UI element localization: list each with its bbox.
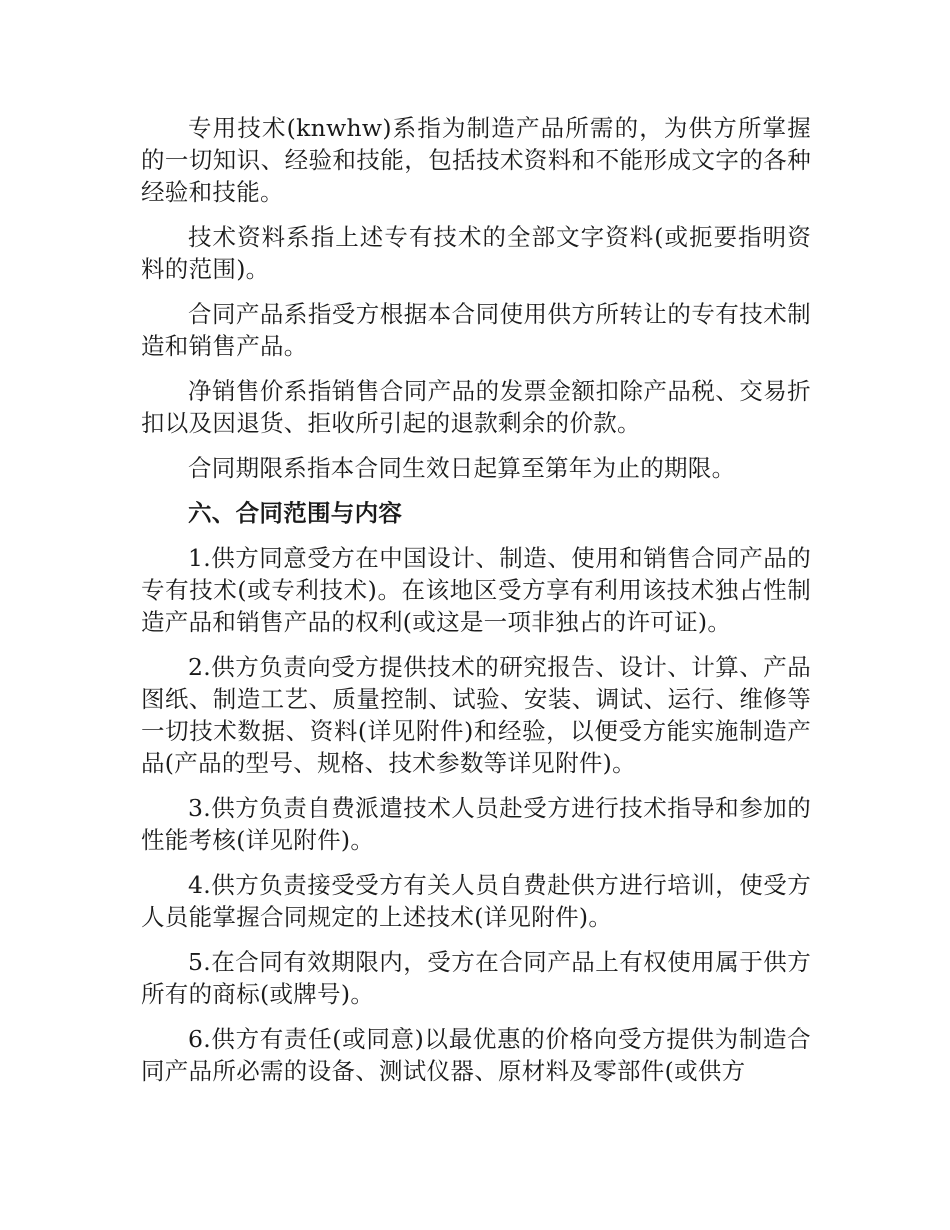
definition-paragraph: 合同期限系指本合同生效日起算至第年为止的期限。	[188, 454, 736, 482]
definition-paragraph: 专用技术(knwhw)系指为制造产品所需的，为供方所掌握的一切知识、经验和技能，包括技术资料和不能形成文字的各种经验和技能。	[141, 114, 811, 206]
clause-paragraph: 1.供方同意受方在中国设计、制造、使用和销售合同产品的专有技术(或专利技术)。在该地区受方享有利用该技术独占性制造产品和销售产品的权利(或这是一项非独占的许可证)。	[141, 544, 811, 636]
section-heading: 六、合同范围与内容	[188, 499, 403, 527]
document-page	[141, 112, 811, 1100]
clause-paragraph: 3.供方负责自费派遣技术人员赴受方进行技术指导和参加的性能考核(详见附件)。	[141, 794, 811, 854]
definition-paragraph: 技术资料系指上述专有技术的全部文字资料(或扼要指明资料的范围)。	[141, 223, 811, 283]
clause-paragraph: 2.供方负责向受方提供技术的研究报告、设计、计算、产品图纸、制造工艺、质量控制、试验、安装、调试、运行、维修等一切技术数据、资料(详见附件)和经验，以便受方能实施制造产品(产品的型号、规格、技术参数等详见附件)。	[141, 653, 811, 777]
clause-paragraph: 4.供方负责接受受方有关人员自费赴供方进行培训，使受方人员能掌握合同规定的上述技术(详见附件)。	[141, 871, 811, 931]
definition-paragraph: 净销售价系指销售合同产品的发票金额扣除产品税、交易折扣以及因退货、拒收所引起的退款剩余的价款。	[141, 377, 811, 437]
clause-paragraph: 6.供方有责任(或同意)以最优惠的价格向受方提供为制造合同产品所必需的设备、测试仪器、原材料及零部件(或供方	[141, 1025, 811, 1085]
definition-paragraph: 合同产品系指受方根据本合同使用供方所转让的专有技术制造和销售产品。	[141, 300, 811, 360]
clause-paragraph: 5.在合同有效期限内，受方在合同产品上有权使用属于供方所有的商标(或牌号)。	[141, 948, 811, 1008]
